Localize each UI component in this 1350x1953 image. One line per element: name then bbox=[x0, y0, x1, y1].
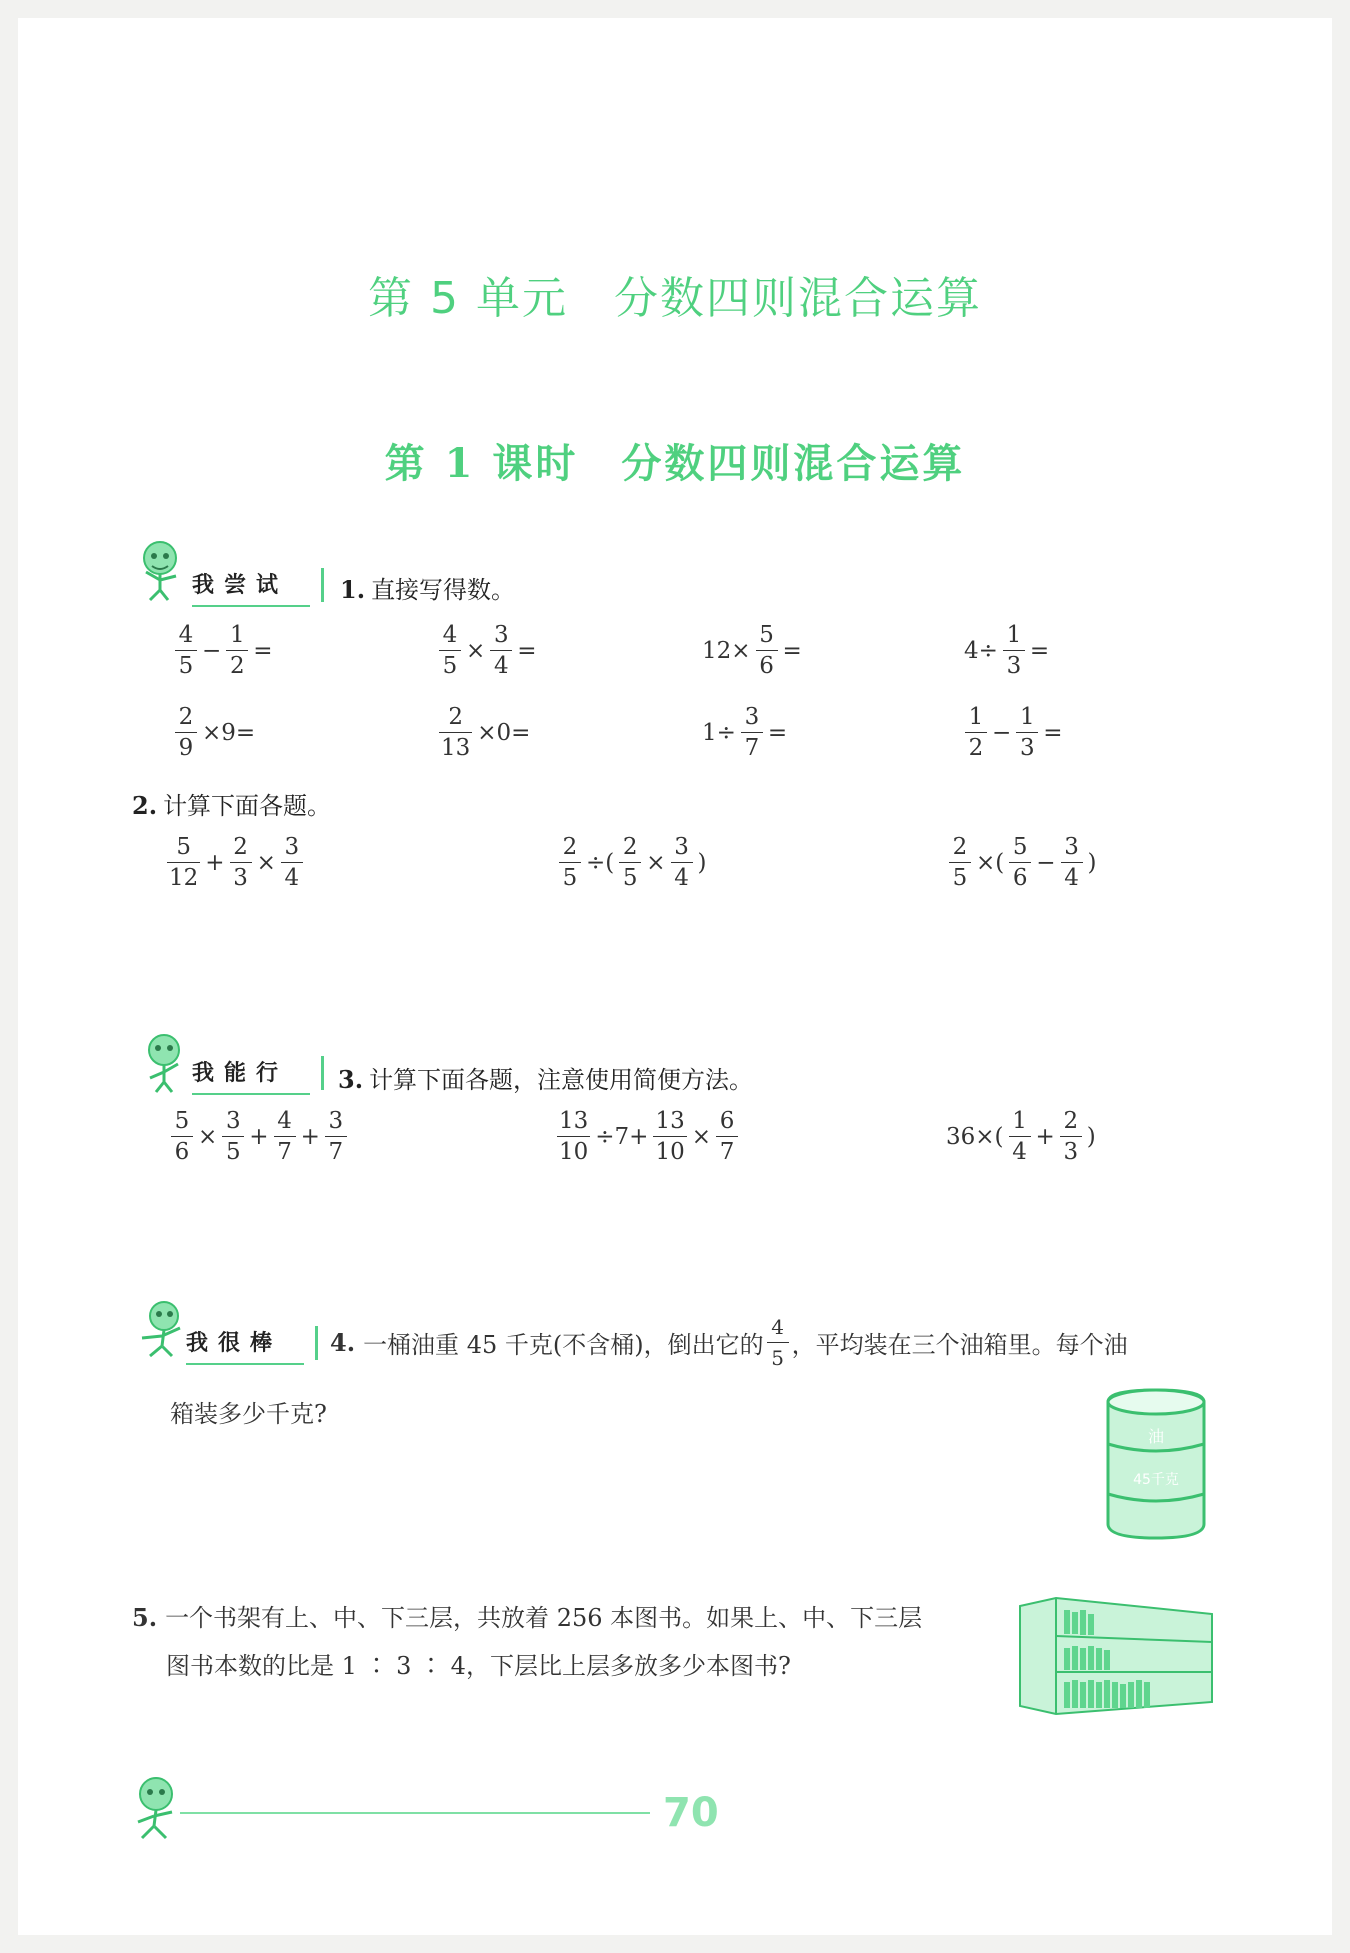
mascot-icon bbox=[132, 536, 188, 602]
q2-item-3: $\frac{2}{5}$ ×( $\frac{5}{6}$ − $\frac{3}{4}$ ) bbox=[946, 834, 1099, 891]
question-4-line2: 箱装多少千克? bbox=[170, 1400, 327, 1428]
oil-barrel-icon bbox=[1100, 1384, 1212, 1544]
question-3-title: 3. 计算下面各题，注意使用简便方法。 bbox=[338, 1065, 754, 1094]
section-badge-try: 我尝试 bbox=[192, 568, 310, 607]
q3-item-3: 36×( $\frac{1}{4}$ + $\frac{2}{3}$ ) bbox=[946, 1108, 1096, 1165]
question-1-title: 1. 直接写得数。 bbox=[340, 575, 516, 604]
q2-item-2: $\frac{2}{5}$ ÷( $\frac{2}{5}$ × $\frac{3}{4}$ ) bbox=[556, 834, 709, 891]
q1-item-5: $\frac{2}{9}$ ×9= bbox=[172, 704, 257, 761]
barrel-label-weight: 45千克 bbox=[1133, 1472, 1179, 1488]
q3-item-2: $\frac{13}{10}$ ÷7+ $\frac{13}{10}$ × $\frac{6}{7}$ bbox=[554, 1108, 741, 1165]
section-badge-can: 我能行 bbox=[192, 1056, 310, 1095]
barrel-label-oil: 油 bbox=[1147, 1427, 1165, 1446]
q1-item-6: $\frac{2}{13}$ ×0= bbox=[441, 704, 531, 761]
mascot-icon bbox=[134, 1298, 190, 1358]
q1-item-7: 1÷ $\frac{3}{7}$ = bbox=[702, 704, 788, 761]
question-2-title: 2. 计算下面各题。 bbox=[132, 791, 332, 820]
mascot-icon bbox=[138, 1030, 190, 1094]
q1-item-3: 12× $\frac{5}{6}$ = bbox=[702, 622, 802, 679]
q3-item-1: $\frac{5}{6}$ × $\frac{3}{5}$ + $\frac{4}{7}$ + $\frac{3}{7}$ bbox=[168, 1108, 350, 1165]
footer-line bbox=[180, 1812, 650, 1814]
q1-item-4: 4÷ $\frac{1}{3}$ = bbox=[964, 622, 1050, 679]
q1-item-2: $\frac{4}{5}$ × $\frac{3}{4}$ = bbox=[436, 622, 539, 679]
question-5-line2: 图书本数的比是 1 ∶ 3 ∶ 4，下层比上层多放多少本图书? bbox=[166, 1652, 791, 1680]
section-badge-great: 我很棒 bbox=[186, 1326, 304, 1365]
lesson-title: 第 1 课时 分数四则混合运算 bbox=[384, 440, 966, 487]
question-4-line1: 4. 一桶油重 45 千克(不含桶)，倒出它的 $\frac{4}{5}$ ，平均装在三个油箱里。每个油 bbox=[330, 1315, 1128, 1370]
bookshelf-icon bbox=[1016, 1596, 1216, 1716]
question-5-line1: 5. 一个书架有上、中、下三层，共放着 256 本图书。如果上、中、下三层 bbox=[132, 1603, 923, 1632]
q2-item-1: $\frac{5}{12}$ + $\frac{2}{3}$ × $\frac{3}{4}$ bbox=[164, 834, 306, 891]
footer-mascot-icon bbox=[126, 1772, 184, 1842]
q1-item-8: $\frac{1}{2}$ − $\frac{1}{3}$ = bbox=[962, 704, 1065, 761]
page-number: 70 bbox=[663, 1790, 719, 1836]
unit-title: 第 5 单元 分数四则混合运算 bbox=[368, 273, 982, 324]
q1-item-1: $\frac{4}{5}$ − $\frac{1}{2}$ = bbox=[172, 622, 275, 679]
